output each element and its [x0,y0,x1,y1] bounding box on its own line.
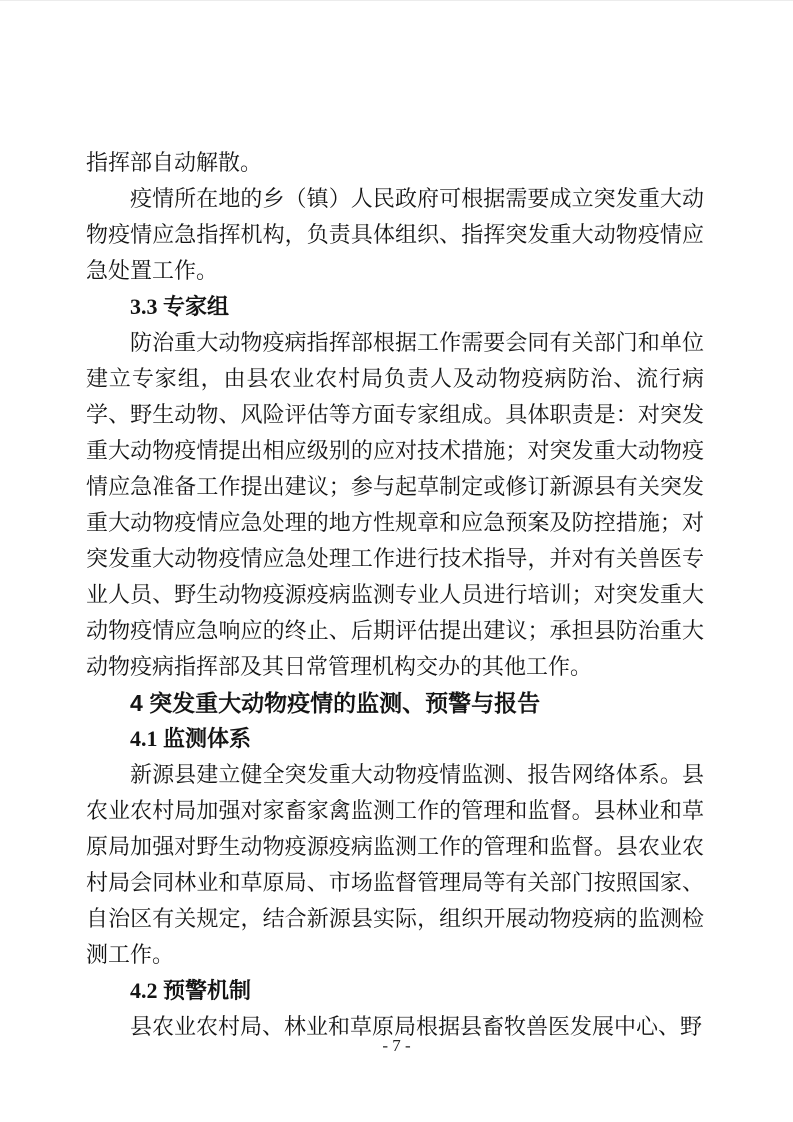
section-heading-3-3: 3.3 专家组 [130,294,230,319]
paragraph: 防治重大动物疫病指挥部根据工作需要会同有关部门和单位建立专家组，由县农业农村局负责人及动物疫病防治、流行病学、野生动物、风险评估等方面专家组成。具体职责是：对突发重大动物疫情提出相应级别的应对技术措施；对突发重大动物疫情应急准备工作提出建议；参与起草制定或修订新源县有关突发重大动物疫情应急处理的地方性规章和应急预案及防控措施；对突发重大动物疫情应急处理工作进行技术指导，并对有关兽医专业人员、野生动物疫源疫病监测专业人员进行培训；对突发重大动物疫情应急响应的终止、后期评估提出建议；承担县防治重大动物疫病指挥部及其日常管理机构交办的其他工作。 [86,330,704,679]
section-heading-4-1: 4.1 监测体系 [130,726,252,751]
chapter-heading-4: 4 突发重大动物疫情的监测、预警与报告 [130,690,541,716]
paragraph-continuation: 指挥部自动解散。 [86,150,263,175]
document-body [86,145,704,1045]
paragraph: 县农业农村局、林业和草原局根据县畜牧兽医发展中心、野 [130,1014,703,1039]
paragraph: 疫情所在地的乡（镇）人民政府可根据需要成立突发重大动物疫情应急指挥机构，负责具体组织、指挥突发重大动物疫情应急处置工作。 [86,186,704,283]
paragraph: 新源县建立健全突发重大动物疫情监测、报告网络体系。县农业农村局加强对家畜家禽监测工作的管理和监督。县林业和草原局加强对野生动物疫源疫病监测工作的管理和监督。县农业农村局会同林业和草原局、市场监督管理局等有关部门按照国家、自治区有关规定，结合新源县实际，组织开展动物疫病的监测检测工作。 [86,762,704,967]
section-heading-4-2: 4.2 预警机制 [130,978,252,1003]
page-number: - 7 - [382,1036,411,1055]
